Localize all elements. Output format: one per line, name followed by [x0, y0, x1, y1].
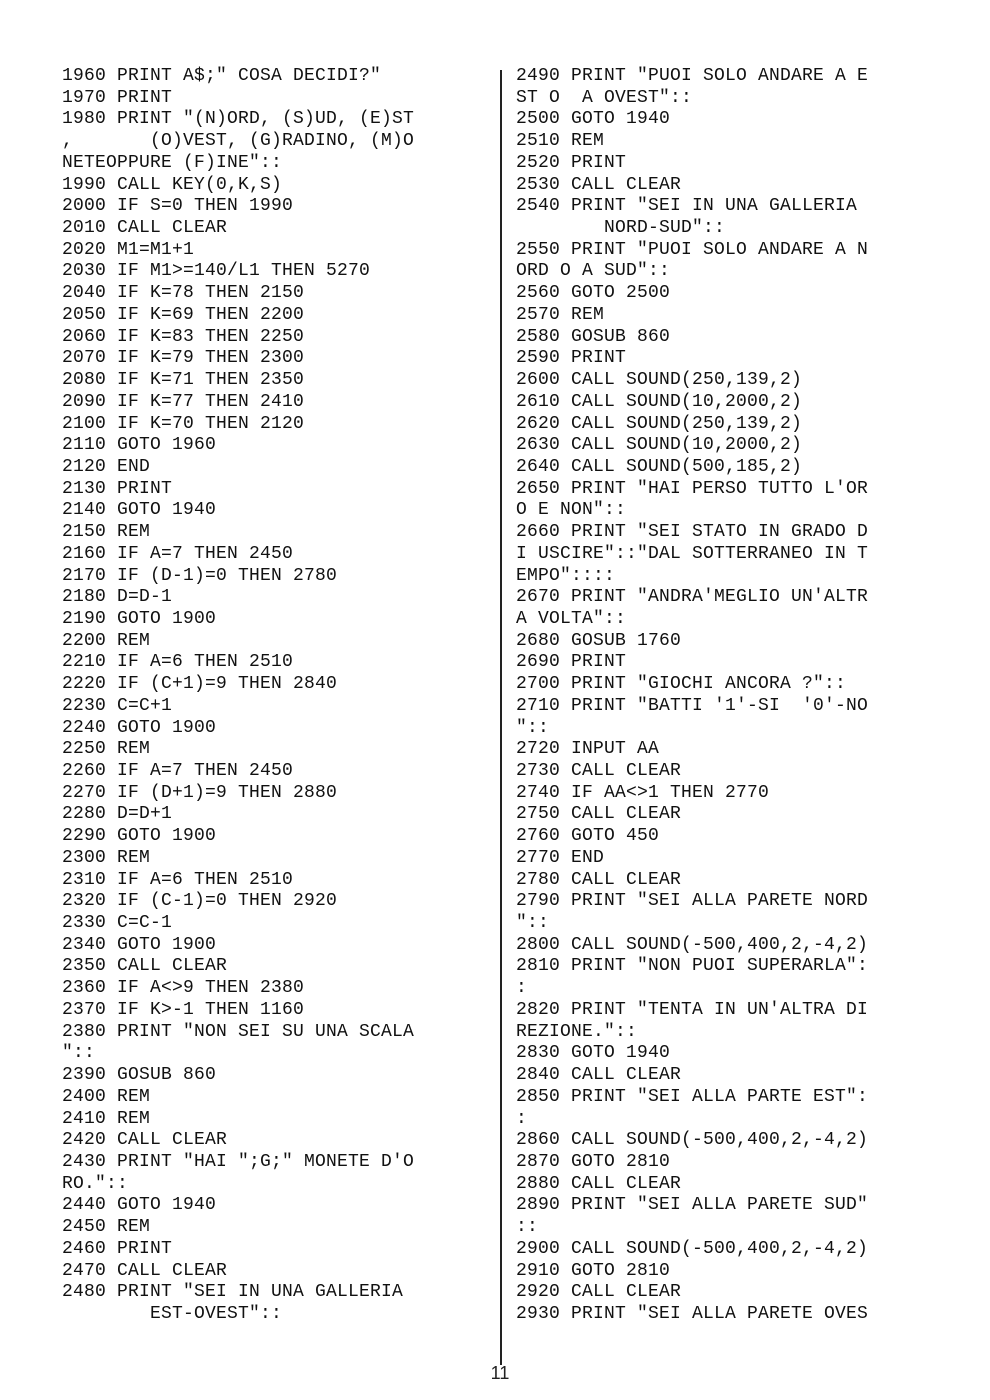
code-line: 2560 GOTO 2500: [516, 283, 671, 304]
code-line: 2340 GOTO 1900: [62, 934, 217, 955]
code-line: 2460 PRINT: [62, 1238, 173, 1259]
code-line: 2870 GOTO 2810: [516, 1151, 671, 1172]
code-line: 2860 CALL SOUND(-500,400,2,-4,2): [516, 1130, 869, 1151]
code-line: 2510 REM: [516, 131, 605, 152]
code-line: 2780 CALL CLEAR: [516, 869, 682, 890]
code-line: 2910 GOTO 2810: [516, 1260, 671, 1281]
code-line: 2660 PRINT "SEI STATO IN GRADO D: [516, 522, 869, 543]
code-line: 2500 GOTO 1940: [516, 109, 671, 130]
code-line: 2200 REM: [62, 630, 151, 651]
code-line: 2070 IF K=79 THEN 2300: [62, 348, 305, 369]
code-line: ST O A OVEST"::: [516, 87, 693, 108]
code-line: 2640 CALL SOUND(500,185,2): [516, 456, 803, 477]
code-line: 2690 PRINT: [516, 652, 627, 673]
code-line: 2300 REM: [62, 847, 151, 868]
code-line: 2310 IF A=6 THEN 2510: [62, 869, 294, 890]
code-line: 2000 IF S=0 THEN 1990: [62, 196, 294, 217]
code-line: 2280 D=D+1: [62, 804, 173, 825]
code-line: 2840 CALL CLEAR: [516, 1065, 682, 1086]
code-line: 2100 IF K=70 THEN 2120: [62, 413, 305, 434]
code-line: 2330 C=C-1: [62, 913, 173, 934]
code-line: I USCIRE"::"DAL SOTTERRANEO IN T: [516, 543, 869, 564]
code-line: RO."::: [62, 1173, 129, 1194]
code-line: 2140 GOTO 1940: [62, 500, 217, 521]
code-line: 1990 CALL KEY(0,K,S): [62, 174, 283, 195]
code-line: 2030 IF M1>=140/L1 THEN 5270: [62, 261, 371, 282]
code-line: 1970 PRINT: [62, 87, 173, 108]
code-line: 2590 PRINT: [516, 348, 627, 369]
code-line: 2210 IF A=6 THEN 2510: [62, 652, 294, 673]
code-line: 2250 REM: [62, 739, 151, 760]
code-line: 2790 PRINT "SEI ALLA PARETE NORD: [516, 891, 869, 912]
code-line: 2350 CALL CLEAR: [62, 956, 228, 977]
code-line: 2160 IF A=7 THEN 2450: [62, 543, 294, 564]
code-line: 2240 GOTO 1900: [62, 717, 217, 738]
code-line: 2010 CALL CLEAR: [62, 218, 228, 239]
code-line: "::: [516, 717, 550, 738]
code-line: 2410 REM: [62, 1108, 151, 1129]
code-line: 2670 PRINT "ANDRA'MEGLIO UN'ALTR: [516, 587, 869, 608]
code-line: 2600 CALL SOUND(250,139,2): [516, 370, 803, 391]
code-line: 2290 GOTO 1900: [62, 826, 217, 847]
code-line: 2890 PRINT "SEI ALLA PARETE SUD": [516, 1195, 869, 1216]
code-line: A VOLTA"::: [516, 608, 627, 629]
code-line: 2190 GOTO 1900: [62, 608, 217, 629]
code-line: 2930 PRINT "SEI ALLA PARETE OVES: [516, 1303, 869, 1324]
code-column-right: [516, 66, 868, 1326]
code-line: 2120 END: [62, 456, 151, 477]
page-number: 11: [490, 1363, 510, 1383]
code-line: 2130 PRINT: [62, 478, 173, 499]
code-line: 2580 GOSUB 860: [516, 326, 671, 347]
code-line: "::: [516, 913, 550, 934]
code-line: 2230 C=C+1: [62, 695, 173, 716]
code-line: 2470 CALL CLEAR: [62, 1260, 228, 1281]
code-line: 2820 PRINT "TENTA IN UN'ALTRA DI: [516, 999, 869, 1020]
code-line: 2180 D=D-1: [62, 587, 173, 608]
code-line: 2400 REM: [62, 1086, 151, 1107]
code-line: 2420 CALL CLEAR: [62, 1130, 228, 1151]
code-line: 2020 M1=M1+1: [62, 239, 195, 260]
code-line: 2760 GOTO 450: [516, 826, 660, 847]
code-line: 2680 GOSUB 1760: [516, 630, 682, 651]
code-line: 2700 PRINT "GIOCHI ANCORA ?"::: [516, 674, 847, 695]
code-line: 2380 PRINT "NON SEI SU UNA SCALA: [62, 1021, 415, 1042]
code-line: 2390 GOSUB 860: [62, 1065, 217, 1086]
code-line: 2520 PRINT: [516, 152, 627, 173]
code-line: 2170 IF (D-1)=0 THEN 2780: [62, 565, 338, 586]
code-line: 2540 PRINT "SEI IN UNA GALLERIA: [516, 196, 858, 217]
code-line: 2530 CALL CLEAR: [516, 174, 682, 195]
code-line: 2570 REM: [516, 304, 605, 325]
code-line: 2490 PRINT "PUOI SOLO ANDARE A E: [516, 66, 869, 86]
column-divider: [500, 70, 502, 1365]
code-line: ::: [516, 1217, 539, 1238]
code-line: 2730 CALL CLEAR: [516, 761, 682, 781]
code-line: 2650 PRINT "HAI PERSO TUTTO L'OR: [516, 478, 869, 499]
code-line: :: [516, 978, 528, 999]
code-line: 2880 CALL CLEAR: [516, 1173, 682, 1194]
code-line: NORD-SUD"::: [516, 218, 726, 239]
code-line: 2550 PRINT "PUOI SOLO ANDARE A N: [516, 239, 869, 260]
code-line: 2040 IF K=78 THEN 2150: [62, 283, 305, 304]
code-line: 2810 PRINT "NON PUOI SUPERARLA":: [516, 956, 869, 977]
code-line: 2050 IF K=69 THEN 2200: [62, 304, 305, 325]
code-line: 2830 GOTO 1940: [516, 1043, 671, 1064]
code-line: , (O)VEST, (G)RADINO, (M)O: [62, 131, 415, 152]
code-line: 2480 PRINT "SEI IN UNA GALLERIA: [62, 1282, 404, 1303]
code-line: 2450 REM: [62, 1217, 151, 1238]
code-line: 2770 END: [516, 847, 605, 868]
code-line: REZIONE."::: [516, 1021, 638, 1042]
code-line: 2080 IF K=71 THEN 2350: [62, 370, 305, 391]
code-line: 1960 PRINT A$;" COSA DECIDI?": [62, 66, 382, 86]
code-line: 2360 IF A<>9 THEN 2380: [62, 978, 305, 999]
code-line: ORD O A SUD"::: [516, 261, 671, 282]
code-line: 2850 PRINT "SEI ALLA PARTE EST":: [516, 1086, 869, 1107]
code-column-left: [62, 66, 414, 1326]
code-line: 1980 PRINT "(N)ORD, (S)UD, (E)ST: [62, 109, 415, 130]
code-line: NETEOPPURE (F)INE"::: [62, 152, 283, 173]
code-line: 2060 IF K=83 THEN 2250: [62, 326, 305, 347]
code-line: 2740 IF AA<>1 THEN 2770: [516, 782, 770, 803]
code-line: 2430 PRINT "HAI ";G;" MONETE D'O: [62, 1151, 415, 1172]
code-line: 2260 IF A=7 THEN 2450: [62, 761, 294, 781]
code-line: 2270 IF (D+1)=9 THEN 2880: [62, 782, 338, 803]
code-line: 2610 CALL SOUND(10,2000,2): [516, 391, 803, 412]
code-line: 2110 GOTO 1960: [62, 435, 217, 456]
code-line: 2220 IF (C+1)=9 THEN 2840: [62, 674, 338, 695]
code-line: 2750 CALL CLEAR: [516, 804, 682, 825]
code-line: 2900 CALL SOUND(-500,400,2,-4,2): [516, 1238, 869, 1259]
code-line: 2440 GOTO 1940: [62, 1195, 217, 1216]
code-line: EST-OVEST"::: [62, 1303, 283, 1324]
code-line: O E NON"::: [516, 500, 627, 521]
code-line: 2920 CALL CLEAR: [516, 1282, 682, 1303]
code-line: :: [516, 1108, 528, 1129]
code-line: 2710 PRINT "BATTI '1'-SI '0'-NO: [516, 695, 869, 716]
code-line: 2320 IF (C-1)=0 THEN 2920: [62, 891, 338, 912]
code-line: 2630 CALL SOUND(10,2000,2): [516, 435, 803, 456]
code-line: 2800 CALL SOUND(-500,400,2,-4,2): [516, 934, 869, 955]
code-line: 2090 IF K=77 THEN 2410: [62, 391, 305, 412]
code-line: 2150 REM: [62, 522, 151, 543]
code-line: 2370 IF K>-1 THEN 1160: [62, 999, 305, 1020]
code-line: 2720 INPUT AA: [516, 739, 660, 760]
code-line: "::: [62, 1043, 96, 1064]
code-line: 2620 CALL SOUND(250,139,2): [516, 413, 803, 434]
code-line: EMPO"::::: [516, 565, 616, 586]
